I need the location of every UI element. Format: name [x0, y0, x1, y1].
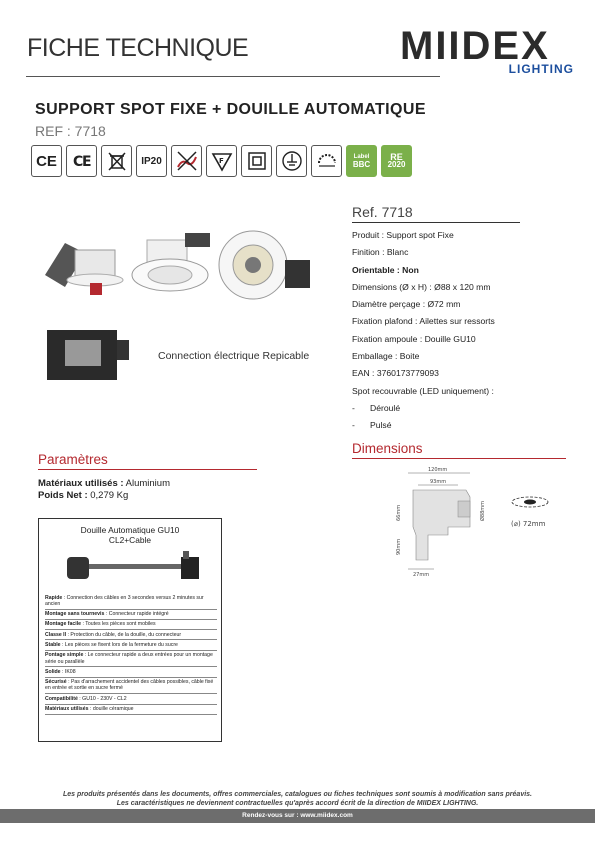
- feature-key: Classe II: [45, 631, 67, 638]
- spec-row-dimensions: Dimensions (Ø x H) : Ø88 x 120 mm: [352, 281, 491, 292]
- footer-website-link[interactable]: Rendez-vous sur : www.miidex.com: [0, 809, 595, 823]
- spec-row-fixation-ampoule: Fixation ampoule : Douille GU10: [352, 333, 476, 344]
- feature-box-heading: [39, 525, 221, 545]
- feature-row-materiaux: [45, 705, 217, 715]
- side-view-photo: [45, 243, 123, 295]
- feature-key: Rapide: [45, 594, 63, 601]
- spec-list: [352, 227, 572, 435]
- feature-row-compatibilite: [45, 694, 217, 704]
- feature-row-securise: [45, 678, 217, 695]
- certification-icons: [31, 145, 412, 181]
- feature-box-subtitle: CL2+Cable: [108, 535, 152, 545]
- ce-mark-icon: [31, 145, 62, 177]
- bullet-dash: -: [352, 420, 355, 431]
- feature-value: : Connection des câbles en 3 secondes versus 2 minutes sur ancien: [45, 594, 204, 607]
- ce-label: CE: [36, 152, 57, 170]
- parametres-heading: Paramètres: [38, 452, 108, 467]
- douille-feature-box: [38, 518, 222, 742]
- param-value: 0,279 Kg: [87, 489, 129, 501]
- feature-list: [45, 593, 217, 715]
- feature-value: : douille céramique: [88, 706, 134, 713]
- dimensions-rule: [352, 458, 566, 459]
- feature-row-solide: [45, 667, 217, 677]
- spec-reference-rule: [352, 222, 520, 223]
- param-poids: [38, 490, 170, 502]
- feature-row-pontage: [45, 651, 217, 668]
- disclaimer-line-2: Les caractéristiques ne deviennent contractuelles qu'après accord écrit de la direction de MIIDEX LIGHTING.: [116, 800, 479, 807]
- bbc-label-icon: [346, 145, 377, 177]
- fire-rated-icon: [206, 145, 237, 177]
- feature-row-stable: [45, 640, 217, 650]
- miidex-logo: [400, 24, 580, 79]
- earth-ground-icon: [276, 145, 307, 177]
- param-label: Poids Net :: [38, 489, 88, 501]
- bbc-label-top: Label: [353, 154, 370, 160]
- feature-key: Solide: [45, 668, 61, 675]
- dim-label-66: 66mm: [396, 504, 402, 521]
- spec-subrow-deroule: [352, 400, 572, 417]
- re-year-label: 2020: [387, 160, 406, 169]
- bullet-dash: -: [352, 402, 355, 413]
- spec-subrow-label: Pulsé: [370, 420, 392, 431]
- dim-label-hole: (⌀) 72mm: [511, 520, 546, 528]
- dimensions-heading: Dimensions: [352, 441, 423, 456]
- spec-row-ean: EAN : 3760173779093: [352, 368, 439, 379]
- spec-row-recouvrable: Spot recouvrable (LED uniquement) :: [352, 385, 494, 396]
- document-title: FICHE TECHNIQUE: [27, 34, 249, 62]
- spec-row-orientable: Orientable : Non: [352, 264, 419, 275]
- feature-value: : Pas d'arrachement accidentel des câbles possibles, câble fixé en entrée et sortie en sucre fermé: [45, 679, 214, 692]
- disclaimer-line-1: Les produits présentés dans les documents, offres commerciales, catalogues ou fiches techniques sont soumis à modification sans préavis.: [62, 791, 532, 798]
- spec-reference-heading: Ref. 7718: [352, 204, 413, 220]
- feature-value: : Connecteur rapide intégré: [104, 611, 169, 618]
- dim-label-120: 120mm: [428, 467, 448, 473]
- front-view-photo: [132, 233, 210, 291]
- ce-marking-icon: [66, 145, 97, 177]
- param-materiaux: [38, 478, 170, 490]
- spec-row-finition: Finition : Blanc: [352, 247, 409, 258]
- spec-row-produit: Produit : Support spot Fixe: [352, 230, 454, 240]
- feature-value: : GU10 - 230V - CL2: [77, 695, 127, 702]
- connector-photo: [47, 330, 129, 380]
- feature-key: Sécurisé: [45, 679, 67, 686]
- re-label: RE: [390, 152, 403, 162]
- product-title: SUPPORT SPOT FIXE + DOUILLE AUTOMATIQUE: [35, 101, 426, 118]
- svg-text:F: F: [218, 157, 224, 165]
- weee-bin-icon: [101, 145, 132, 177]
- feature-value: : Protection du câble, de la douille, du connecteur: [66, 631, 182, 638]
- feature-row-montage-facile: [45, 620, 217, 630]
- feature-key: Compatibilité: [45, 695, 78, 702]
- feature-key: Stable: [45, 641, 61, 648]
- dim-label-88: Ø88mm: [480, 500, 486, 521]
- feature-row-rapide: [45, 593, 217, 610]
- svg-text:C: C: [72, 154, 83, 170]
- title-rule: [26, 76, 440, 77]
- spec-subrow-label: Déroulé: [370, 402, 401, 413]
- product-photos: [35, 215, 335, 390]
- feature-key: Montage sans tournevis: [45, 611, 105, 618]
- spec-row-diametre: Diamètre perçage : Ø72 mm: [352, 299, 461, 310]
- logo-wordmark: MIIDEX: [400, 24, 550, 68]
- ip20-icon: [136, 145, 167, 177]
- top-view-photo: [219, 231, 310, 299]
- logo-subtitle: LIGHTING: [508, 62, 574, 76]
- feature-box-title: Douille Automatique GU10: [80, 525, 180, 535]
- dim-label-93: 93mm: [430, 479, 447, 485]
- photo-caption: Connection électrique Repicable: [158, 350, 310, 362]
- class-ii-icon: [241, 145, 272, 177]
- param-value: Aluminium: [123, 478, 170, 489]
- ip-rating-label: IP20: [141, 155, 162, 167]
- feature-key: Montage facile: [45, 621, 82, 628]
- recoverable-icon: [311, 145, 342, 177]
- parametres-rule: [38, 469, 257, 470]
- feature-value: : Toutes les pièces sont mobiles: [81, 621, 156, 628]
- spec-row-emballage: Emballage : Boite: [352, 351, 420, 362]
- feature-key: Pontage simple: [45, 652, 84, 659]
- product-reference: REF : 7718: [35, 123, 106, 139]
- feature-value: : IK08: [60, 668, 76, 675]
- bbc-label: BBC: [352, 160, 371, 169]
- parametres-list: [38, 478, 170, 501]
- feature-row-montage-sans-tournevis: [45, 610, 217, 620]
- spec-row-fixation-plafond: Fixation plafond : Ailettes sur ressorts: [352, 316, 495, 327]
- feature-key: Matériaux utilisés: [45, 706, 89, 713]
- feature-value: : Le connecteur rapide a deux entrées pour un montage série ou parallèle: [45, 652, 213, 665]
- param-label: Matériaux utilisés :: [38, 478, 124, 489]
- dimension-drawing: [378, 465, 578, 585]
- no-insulation-contact-icon: [171, 145, 202, 177]
- svg-text:E: E: [81, 154, 92, 170]
- dim-label-90: 90mm: [396, 538, 402, 555]
- legal-disclaimer: [30, 790, 565, 808]
- re2020-icon: [381, 145, 412, 177]
- spec-subrow-pulse: [352, 417, 572, 434]
- dim-label-27: 27mm: [413, 572, 430, 578]
- feature-value: : Les pièces se fixent lors de la fermeture du sucre: [60, 641, 178, 648]
- feature-row-classe-ii: [45, 630, 217, 640]
